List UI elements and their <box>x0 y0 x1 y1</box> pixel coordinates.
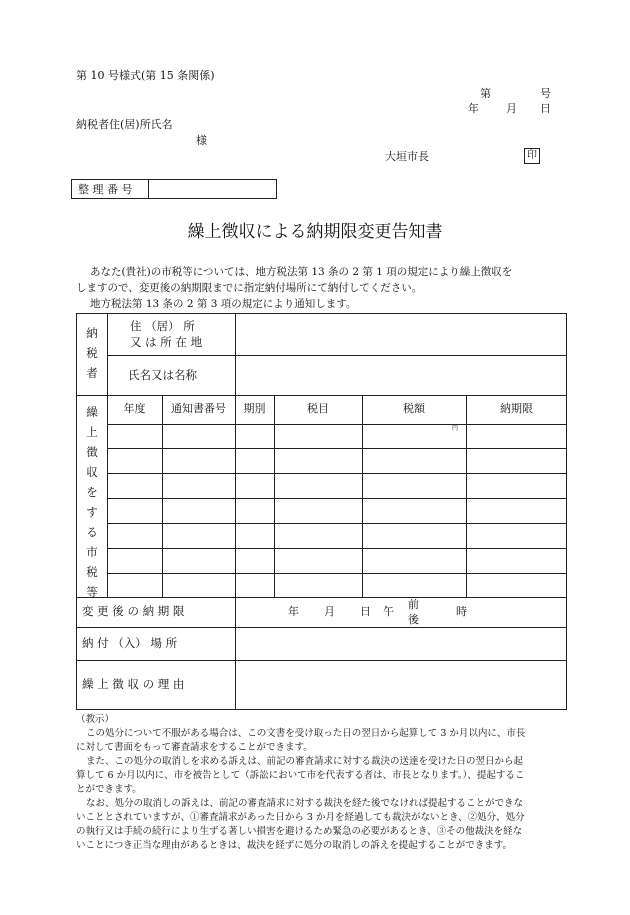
changed-due-label: 変 更 後 の 納 期 限 <box>82 604 185 618</box>
date-year: 年 <box>468 102 479 115</box>
ref-number-label: 整 理 番 号 <box>78 183 133 196</box>
date-month: 月 <box>506 102 517 115</box>
cd-mae: 前 <box>408 598 419 611</box>
yen-unit: 円 <box>452 425 459 432</box>
instructions-line7: いこととされていますが、①審査請求があった日から 3 か月を経過しても裁決がないとき、②処分、処分 <box>76 812 525 823</box>
col-header-tax-amount: 税額 <box>403 402 425 415</box>
cd-day: 日 <box>360 605 371 618</box>
cd-month: 月 <box>324 605 335 618</box>
col-header-tax-item: 税目 <box>307 402 329 415</box>
instructions-line9: いことにつき正当な理由があるときは、裁決を経ずに処分の取消しの訴えを提起することができます。 <box>76 840 513 851</box>
taxpayer-vertical-label: 納 税 者 <box>86 326 98 380</box>
col-header-notice-number: 通知書番号 <box>171 402 226 415</box>
reason-label: 繰 上 徴 収 の 理 由 <box>82 677 185 691</box>
form-number: 第 10 号様式(第 15 条関係) <box>76 69 215 82</box>
sama: 様 <box>196 134 207 147</box>
document-title: 繰上徴収による納期限変更告知書 <box>187 222 443 242</box>
body-line3: 地方税法第 13 条の 2 第 3 項の規定により通知します。 <box>90 298 357 310</box>
issuer: 大垣市長 <box>385 150 429 163</box>
instructions-line2: に対して書面をもって審査請求をすることができます。 <box>76 742 313 753</box>
address-label-1: 住 （居） 所 <box>130 319 195 333</box>
cd-hour: 時 <box>456 605 467 618</box>
cd-ato: 後 <box>408 613 419 626</box>
tax-vertical-label: 繰 上 徴 収 を す る 市 税 等 <box>86 405 98 599</box>
col-header-year: 年度 <box>123 402 146 415</box>
instructions-line4: 算して 6 か月以内に、市を被告として（訴訟において市を代表する者は、市長となります。）、提起するこ <box>76 770 525 781</box>
instructions-line8: の執行又は手続の続行により生ずる著しい損害を避けるため緊急の必要があるとき、③その他裁決を経な <box>76 826 523 837</box>
seal-mark: 印 <box>524 148 540 164</box>
cd-gozen-go: 午 <box>383 605 394 618</box>
number-go: 号 <box>540 87 551 100</box>
col-header-period: 期別 <box>243 402 266 415</box>
instructions-line1: この処分について不服がある場合は、この文書を受け取った日の翌日から起算して 3 か月以内に、市長 <box>86 728 526 739</box>
body-line1: あなた(貴社)の市税等については、地方税法第 13 条の 2 第 1 項の規定により繰上徴収を <box>90 266 513 278</box>
number-dai: 第 <box>480 87 491 100</box>
taxpayer-address-name: 納税者住(居)所氏名 <box>76 118 173 131</box>
date-day: 日 <box>540 102 551 115</box>
instructions-line6: なお、処分の取消しの訴えは、前記の審査請求に対する裁決を経た後でなければ提起することができな <box>86 798 524 809</box>
instructions-line3: また、この処分の取消しを求める訴えは、前記の審査請求に対する裁決の送達を受けた日の翌日から起 <box>86 756 524 767</box>
payment-place-label: 納 付 （入） 場 所 <box>82 636 178 650</box>
instructions-heading: （教示） <box>76 714 115 725</box>
instructions-line5: とができます。 <box>76 784 142 795</box>
name-label: 氏名又は名称 <box>128 368 197 382</box>
cd-year: 年 <box>288 605 299 618</box>
col-header-due-date: 納期限 <box>500 402 533 415</box>
body-line2: しますので、変更後の納期限までに指定納付場所にて納付してください。 <box>76 282 423 294</box>
address-label-2: 又 は 所 在 地 <box>130 335 203 349</box>
